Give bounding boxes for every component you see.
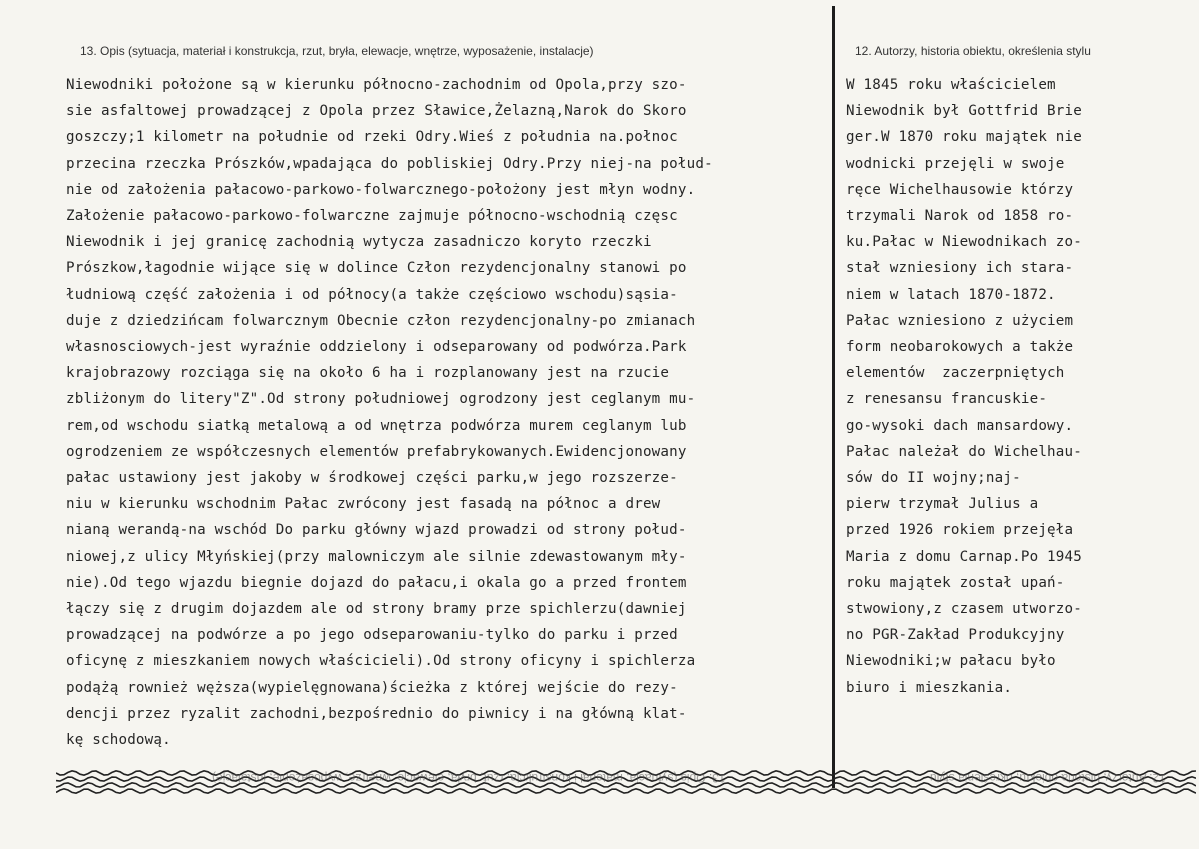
history-line: Niewodnik był Gottfrid Brie: [846, 103, 1083, 120]
history-line: przed 1926 rokiem przejęła: [846, 522, 1074, 539]
history-line: Maria z domu Carnap.Po 1945: [846, 548, 1083, 565]
history-line: biuro i mieszkania.: [846, 679, 1013, 696]
description-text-column: [66, 72, 826, 753]
section-12-header: 12. Autorzy, historia obiektu, określenia stylu: [855, 44, 1091, 58]
history-line: stwowiony,z czasem utworzo-: [846, 601, 1083, 618]
description-line: nianą werandą-na wschód Do parku główny wjazd prowadzi od strony połud-: [66, 522, 687, 539]
description-line: łączy się z drugim dojazdem ale od strony bramy prze spichlerzu(dawniej: [66, 601, 687, 618]
history-line: Pałac należał do Wichelhau-: [846, 443, 1083, 460]
description-line: niu w kierunku wschodnim Pałac zwrócony jest fasadą na północ a drew: [66, 496, 661, 513]
column-divider: [832, 6, 835, 788]
history-line: trzymali Narok od 1858 ro-: [846, 208, 1074, 225]
history-line: no PGR-Zakład Produkcyjny: [846, 627, 1065, 644]
description-line: dencji przez ryzalit zachodni,bezpośrednio do piwnicy i na główną klat-: [66, 705, 687, 722]
description-line: Założenie pałacowo-parkowo-folwarczne zajmuje północno-wschodnią częsc: [66, 208, 678, 225]
description-line: prowadzącej na podwórze a po jego odseparowaniu-tylko do parku i przed: [66, 627, 678, 644]
history-line: stał wzniesiony ich stara-: [846, 260, 1074, 277]
description-line: pałac ustawiony jest jakoby w środkowej części parku,w jego rozszerze-: [66, 470, 678, 487]
description-line: sie asfaltowej prowadzącej z Opola przez Sławice,Żelazną,Narok do Skoro: [66, 103, 687, 120]
history-line: wodnicki przejęli w swoje: [846, 155, 1065, 172]
description-line: podążą rownież węższa(wypielęgnowana)ścieżka z której wejście do rezy-: [66, 679, 678, 696]
description-line: łudniową część założenia i od północy(a także częściowo wschodu)sąsia-: [66, 286, 678, 303]
history-line: Niewodniki;w pałacu było: [846, 653, 1056, 670]
history-line: z renesansu francuskie-: [846, 391, 1048, 408]
history-line: pierw trzymał Julius a: [846, 496, 1039, 513]
mirrored-left-header: 13. Opis (sytuacja, materiał i konstrukcja, rzut, bryła, elewacje, wnętrze, wyposażenie, instalacje): [212, 771, 726, 785]
history-line: niem w latach 1870-1872.: [846, 286, 1056, 303]
history-line: elementów zaczerpniętych: [846, 365, 1065, 382]
description-line: zbliżonym do litery"Z".Od strony południowej ogrodzony jest ceglanym mu-: [66, 391, 696, 408]
history-line: Pałac wzniesiono z użyciem: [846, 312, 1074, 329]
description-line: duje z dziedzińcam folwarcznym Obecnie człon rezydencjonalny-po zmianach: [66, 312, 696, 329]
description-line: niowej,z ulicy Młyńskiej(przy malowniczym ale silnie zdewastowanym mły-: [66, 548, 687, 565]
description-line: nie).Od tego wjazdu biegnie dojazd do pałacu,i okala go a przed frontem: [66, 574, 687, 591]
section-13-header: 13. Opis (sytuacja, materiał i konstrukcja, rzut, bryła, elewacje, wnętrze, wyposażenie, instalacje): [80, 44, 594, 58]
description-line: ogrodzeniem ze współczesnych elementów prefabrykowanych.Ewidencjonowany: [66, 443, 687, 460]
description-line: przecina rzeczka Prószków,wpadająca do pobliskiej Odry.Przy niej-na połud-: [66, 155, 713, 172]
history-line: form neobarokowych a także: [846, 339, 1074, 356]
description-line: kę schodową.: [66, 732, 171, 749]
description-line: rem,od wschodu siatką metalową a od wnętrza podwórza murem ceglanym lub: [66, 417, 687, 434]
history-line: ręce Wichelhausowie którzy: [846, 181, 1074, 198]
mirrored-right-header: 12. Autorzy, historia obiektu, określenia stylu: [930, 771, 1166, 785]
history-line: ger.W 1870 roku majątek nie: [846, 129, 1083, 146]
description-line: Niewodnik i jej granicę zachodnią wytycza zasadniczo koryto rzeczki: [66, 234, 652, 251]
history-line: W 1845 roku właścicielem: [846, 77, 1056, 93]
history-line: ku.Pałac w Niewodnikach zo-: [846, 234, 1083, 251]
description-line: goszczy;1 kilometr na południe od rzeki Odry.Wieś z południa na.połnoc: [66, 129, 678, 146]
history-text-column: [846, 72, 1146, 701]
description-line: nie od założenia pałacowo-parkowo-folwarcznego-położony jest młyn wodny.: [66, 181, 696, 198]
description-line: własnosciowych-jest wyraźnie oddzielony i odseparowany od podwórza.Park: [66, 339, 687, 356]
history-line: roku majątek został upań-: [846, 574, 1065, 591]
description-line: krajobrazowy rozciąga się na około 6 ha i rozplanowany jest na rzucie: [66, 365, 670, 382]
description-line: oficynę z mieszkaniem nowych właścicieli).Od strony oficyny i spichlerza: [66, 653, 696, 670]
description-line: Prószkow,łagodnie wijące się w dolince Człon rezydencjonalny stanowi po: [66, 260, 687, 277]
description-line: Niewodniki położone są w kierunku północno-zachodnim od Opola,przy szo-: [66, 77, 687, 93]
history-line: go-wysoki dach mansardowy.: [846, 417, 1074, 434]
history-line: sów do II wojny;naj-: [846, 470, 1021, 487]
